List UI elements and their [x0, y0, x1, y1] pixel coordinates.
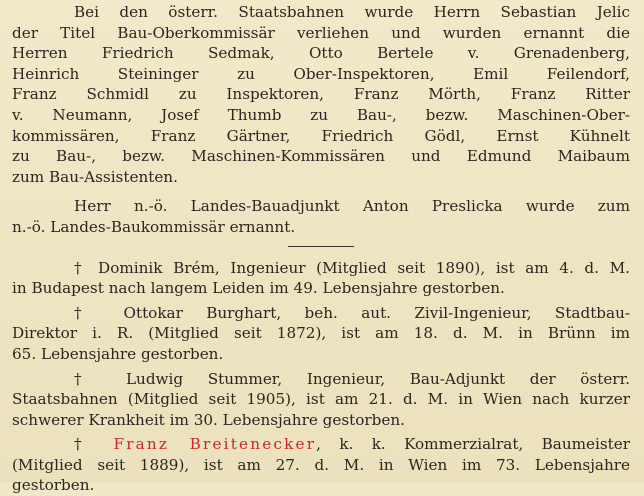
- text-line: Herr n.-ö. Landes-Bauadjunkt Anton Preslicka wurde zum: [74, 197, 630, 216]
- text-line: der Titel Bau-Oberkommissär verliehen und wurden ernannt die: [12, 23, 630, 42]
- text-line: schwerer Krankheit im 30. Lebensjahre gestorben.: [12, 410, 405, 429]
- text-fragment: , k. k. Kommerzialrat, Baumeister: [316, 435, 630, 454]
- obituary-entry: [12, 258, 630, 299]
- highlighted-name: Franz Breitenecker: [113, 435, 317, 454]
- obituary-entry-highlighted: [12, 434, 630, 496]
- text-line: Heinrich Steininger zu Ober-Inspektoren, Emil Feilendorf,: [12, 64, 630, 83]
- appointments-paragraph: [12, 2, 630, 187]
- text-line: Franz Schmidl zu Inspektoren, Franz Mörth, Franz Ritter: [12, 85, 630, 104]
- text-line: n.-ö. Landes-Baukommissär ernannt.: [12, 217, 296, 236]
- text-line: gestorben.: [12, 476, 95, 495]
- text-line: kommissären, Franz Gärtner, Friedrich Gödl, Ernst Kühnelt: [12, 126, 630, 145]
- obituary-entry: [12, 303, 630, 365]
- text-line: zum Bau-Assistenten.: [12, 167, 178, 186]
- dagger-mark: †: [74, 435, 96, 454]
- text-line: † Ludwig Stummer, Ingenieur, Bau-Adjunkt der österr.: [74, 369, 630, 388]
- obituary-entry: [12, 369, 630, 431]
- text-line: v. Neumann, Josef Thumb zu Bau-, bezw. Maschinen-Ober-: [12, 105, 630, 124]
- text-line: Staatsbahnen (Mitglied seit 1905), ist am 21. d. M. in Wien nach kurzer: [12, 390, 630, 409]
- text-line: † Dominik Brém, Ingenieur (Mitglied seit 1890), ist am 4. d. M.: [74, 258, 630, 277]
- text-line: [12, 434, 630, 455]
- text-line: Herren Friedrich Sedmak, Otto Bertele v. Grenadenberg,: [12, 44, 630, 63]
- text-line: zu Bau-, bezw. Maschinen-Kommissären und Edmund Maibaum: [12, 147, 630, 166]
- text-line: 65. Lebensjahre gestorben.: [12, 344, 224, 363]
- section-divider: [288, 246, 354, 247]
- landes-paragraph: [12, 196, 630, 237]
- text-line: Direktor i. R. (Mitglied seit 1872), ist am 18. d. M. in Brünn im: [12, 324, 630, 343]
- text-line: (Mitglied seit 1889), ist am 27. d. M. in Wien im 73. Lebensjahre: [12, 455, 630, 474]
- text-line: in Budapest nach langem Leiden im 49. Lebensjahre gestorben.: [12, 279, 505, 298]
- text-line: Bei den österr. Staatsbahnen wurde Herrn Sebastian Jelic: [74, 3, 630, 21]
- text-line: † Ottokar Burghart, beh. aut. Zivil-Ingenieur, Stadtbau-: [74, 303, 630, 322]
